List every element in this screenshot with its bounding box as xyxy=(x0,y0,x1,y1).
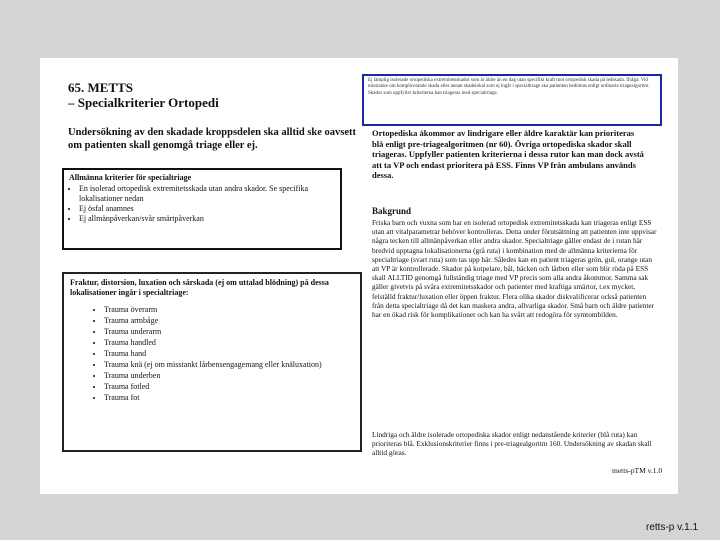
closing-text: Lindriga och äldre isolerade ortopediska skador enligt nedanstående kriterier (blå ruta) kan prioriteras blå. Exklusionskriterier finns i pre-triagealgoritm 160. Undersökning av skadan skall alltid göras. xyxy=(372,430,652,458)
footer-version: retts-p v.1.1 xyxy=(646,522,699,533)
background-text: Friska barn och vuxna som har en isolerad ortopedisk extremitetsskada kan triageras enligt ESS utan att vitalparametrar behöver kontrolleras. Detta under förutsättning att patienten inte uppvisar några tecken till allmänpåverkan eller andra skador. Specialtriage gäller endast de i rutan här bredvid upptagna lokalisationerna (grå ruta) i kombination med de allmänna kriterierna för specialtriage (svart ruta) som tas upp här. Således kan en patient triageras grön, gul, orange utan att VP är kontrollerade. Skador på kotpelare, bål, bäcken och lårben eller som blir röda på ESS skall ALLTID genomgå fullständig triage med VP precis som alla andra åkommor. Samma sak gäller givetvis på svåra extremitetsskador och patienter med kraftiga smärtor, t.ex mycket, felställd fraktur/luxation eller öppen fraktur. Flera olika skador diskvalificerar också patienten från detta specialtriage då det kan maskera andra, allvarliga skador. Små barn och äldre patienter har en ökad risk för komplikationer och kan ha svårt att redogöra för symtombilden. xyxy=(372,218,657,320)
list-item: • Trauma hand xyxy=(104,348,354,359)
list-item: • Ej allmänpåverkan/svår smärtpåverkan xyxy=(79,214,335,224)
background-heading: Bakgrund xyxy=(372,206,412,216)
list-item: • Trauma knä (ej om misstankt lårbensengagemang eller knäluxation) xyxy=(104,359,354,370)
document-page xyxy=(40,58,678,494)
list-item: • Trauma armbåge xyxy=(104,315,354,326)
general-criteria-box xyxy=(62,168,342,250)
general-criteria-heading: Allmänna kriterier för specialtriage xyxy=(69,173,192,182)
list-item: • Trauma handled xyxy=(104,337,354,348)
version-label: metts-pTM v.1.0 xyxy=(612,466,663,475)
general-criteria-list xyxy=(69,184,335,224)
list-item: • En isolerad ortopedisk extremitetsskada utan andra skador. Se specifika lokalisationer nedan xyxy=(79,184,335,204)
list-item: • Trauma underben xyxy=(104,370,354,381)
list-item: • Trauma underarm xyxy=(104,326,354,337)
blue-note-box: Ej lämplig isolerade ortopediska extremitetsskador som är äldre än en dag utan specifikt kraft mot ortopedisk skada på ledskada. Ifråga: Vid misstanke om komplicerande skada eller annan skadelokal som ej ingår i specialtriage ska patienten bedömas enligt ordinarie triagealgoritm. Skador som uppfyller kriterierna kan triageras med specialtriage. xyxy=(362,74,662,126)
title-line-2: – Specialkriterier Ortopedi xyxy=(68,95,219,110)
trauma-locations-box xyxy=(62,272,362,452)
trauma-locations-heading: Fraktur, distorsion, luxation och sårskada (ej om uttalad blödning) på dessa lokalisationer ingår i specialtriage: xyxy=(70,278,329,297)
right-main-text: Ortopediska åkommor av lindrigare eller äldre karaktär kan prioriteras blå enligt pre-triagealgoritmen (nr 60). Övriga ortopediska skador skall triageras. Uppfyller patienten kriterierna i dessa rutor kan man dock avstå att ta VP och endast prioritera på ESS. Finns VP från ambulans används dessa. xyxy=(372,128,644,180)
trauma-locations-list xyxy=(70,304,354,403)
list-item: • Trauma överarm xyxy=(104,304,354,315)
page-title xyxy=(68,80,219,110)
title-line-1: 65. METTS xyxy=(68,80,134,95)
list-item: • Trauma fot xyxy=(104,392,354,403)
intro-text: Undersökning av den skadade kroppsdelen ska alltid ske oavsett om patienten skall genomgå triage eller ej. xyxy=(68,127,357,151)
list-item: • Trauma fotled xyxy=(104,381,354,392)
list-item: • Ej ösfal anamnes xyxy=(79,204,335,214)
